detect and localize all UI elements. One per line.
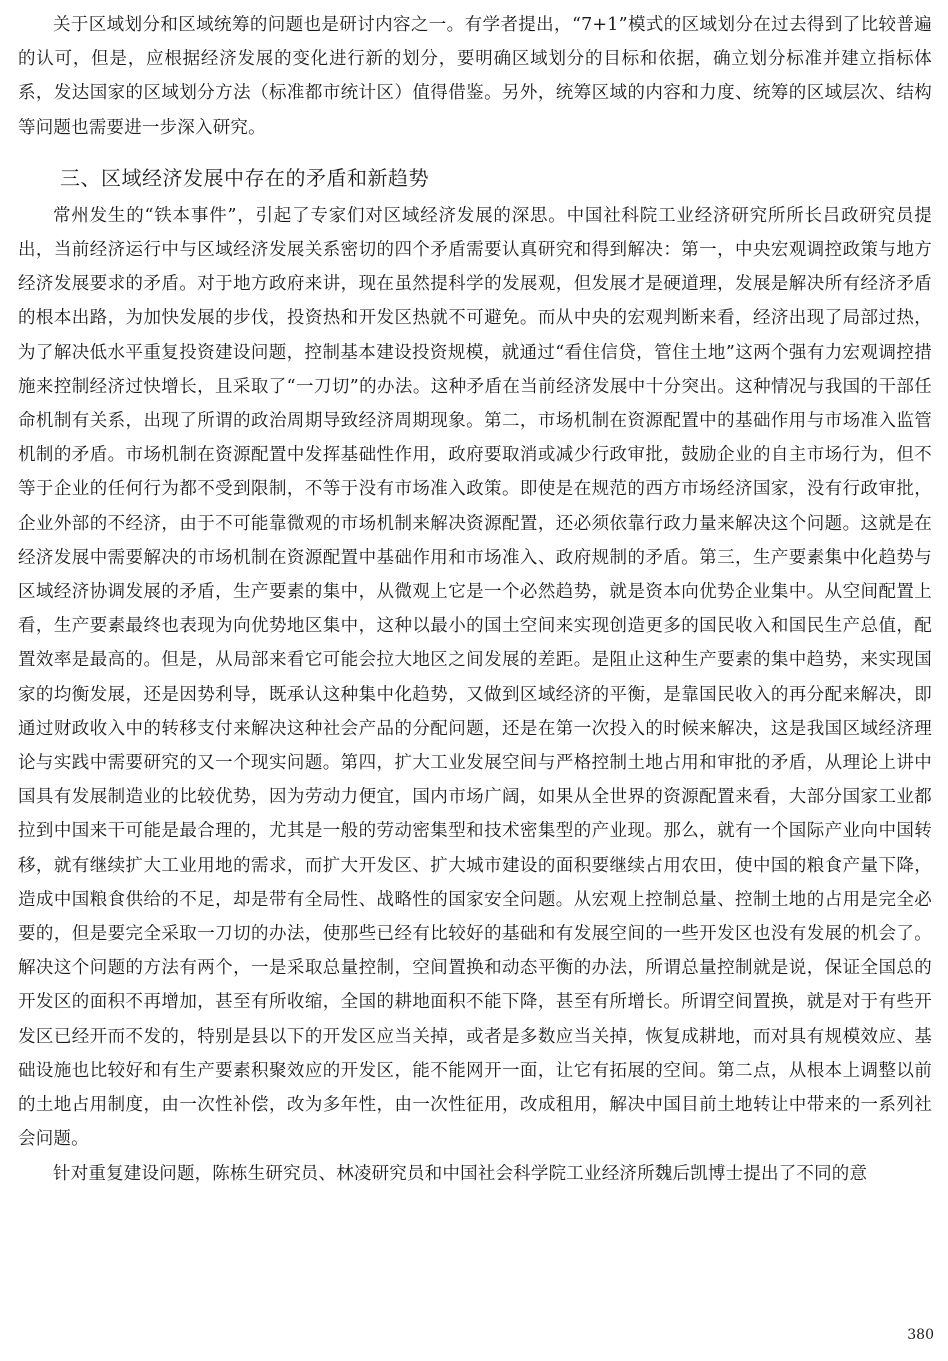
body-paragraph: 常州发生的“铁本事件”，引起了专家们对区域经济发展的深思。中国社科院工业经济研究所所长吕政研究员提出，当前经济运行中与区域经济发展关系密切的四个矛盾需要认真研究和得到解决：第一，中央宏观调控政策与地方经济发展要求的矛盾。对于地方政府来讲，现在虽然提科学的发展观，但发展才是硬道理，发展是解决所有经济矛盾的根本出路，为加快发展的步伐，投资热和开发区热就不可避免。而从中央的宏观判断来看，经济出现了局部过热，为了解决低水平重复投资建设问题，控制基本建设投资规模，就通过“看住信贷，管住土地”这两个强有力宏观调控措施来控制经济过快增长，且采取了“一刀切”的办法。这种矛盾在当前经济发展中十分突出。这种情况与我国的干部任命机制有关系，出现了所谓的政治周期导致经济周期现象。第二，市场机制在资源配置中的基础作用与市场准入监管机制的矛盾。市场机制在资源配置中发挥基础性作用，政府要取消或减少行政审批，鼓励企业的自主市场行为，但不等于企业的任何行为都不受到限制，不等于没有市场准入政策。即使是在规范的西方市场经济国家，没有行政审批，企业外部的不经济，由于不可能靠微观的市场机制来解决资源配置，还必须依靠行政力量来解决这个问题。这就是在经济发展中需要解决的市场机制在资源配置中基础作用和市场准入、政府规制的矛盾。第三，生产要素集中化趋势与区域经济协调发展的矛盾，生产要素的集中，从微观上它是一个必然趋势，就是资本向优势企业集中。从空间配置上看，生产要素最终也表现为向优势地区集中，这种以最小的国土空间来实现创造更多的国民收入和国民生产总值，配置效率是最高的。但是，从局部来看它可能会拉大地区之间发展的差距。是阻止这种生产要素的集中趋势，来实现国家的均衡发展，还是因势利导，既承认这种集中化趋势，又做到区域经济的平衡，是靠国民收入的再分配来解决，即通过财政收入中的转移支付来解决这种社会产品的分配问题，还是在第一次投入的时候来解决，这是我国区域经济理论与实践中需要研究的又一个现实问题。第四，扩大工业发展空间与严格控制土地占用和审批的矛盾，从理论上讲中国具有发展制造业的比较优势，因为劳动力便宜，国内市场广阔，如果从全世界的资源配置来看，大部分国家工业都拉到中国来干可能是最合理的，尤其是一般的劳动密集型和技术密集型的产业现。那么，就有一个国际产业向中国转移，就有继续扩大工业用地的需求，而扩大开发区、扩大城市建设的面积要继续占用农田，使中国的粮食产量下降，造成中国粮食供给的不足，却是带有全局性、战略性的国家安全问题。从宏观上控制总量、控制土地的占用是完全必要的，但是要完全采取一刀切的办法，使那些已经有比较好的基础和有发展空间的一些开发区也没有发展的机会了。解决这个问题的方法有两个，一是采取总量控制，空间置换和动态平衡的办法，所谓总量控制就是说，保证全国总的开发区的面积不再增加，甚至有所收缩，全国的耕地面积不能下降，甚至有所增长。所谓空间置换，就是对于有些开发区已经开而不发的，特别是县以下的开发区应当关掉，或者是多数应当关掉，恢复成耕地，而对具有规模效应、基础设施也比较好和有生产要素积聚效应的开发区，能不能网开一面，让它有拓展的空间。第二点，从根本上调整以前的土地占用制度，由一次性补偿，改为多年性，由一次性征用，改成租用，解决中国目前土地转让中带来的一系列社会问题。 <box>18 205 932 1150</box>
section-heading: 三、区域经济发展中存在的矛盾和新趋势 <box>60 165 429 190</box>
page-number: 380 <box>907 1327 934 1343</box>
document-page <box>18 8 932 1191</box>
final-paragraph: 针对重复建设问题，陈栋生研究员、林凌研究员和中国社会科学院工业经济所魏后凯博士提出了不同的意 <box>53 1163 868 1184</box>
intro-paragraph: 关于区域划分和区域统筹的问题也是研讨内容之一。有学者提出，“7+1”模式的区域划分在过去得到了比较普遍的认可，但是，应根据经济发展的变化进行新的划分，要明确区域划分的目标和依据，确立划分标准并建立指标体系，发达国家的区域划分方法（标准都市统计区）值得借鉴。另外，统筹区域的内容和力度、统筹的区域层次、结构等问题也需要进一步深入研究。 <box>18 15 932 138</box>
